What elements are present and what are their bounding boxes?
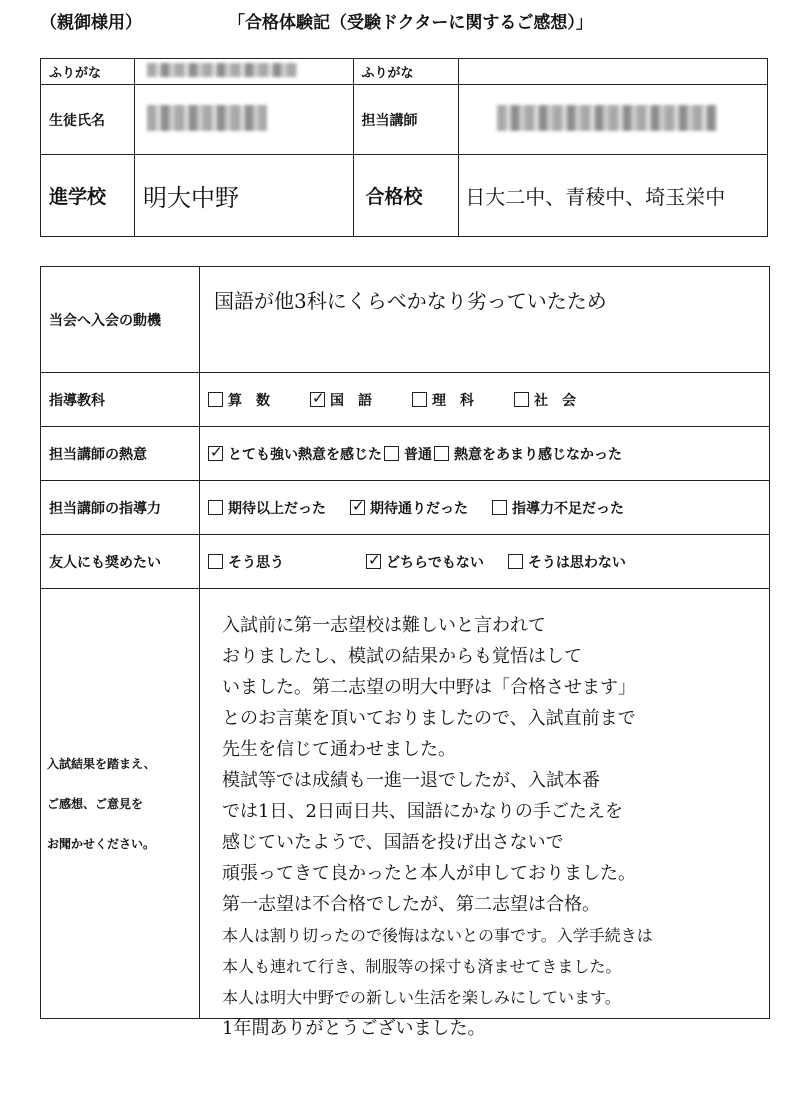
form-title: 「合格体験記（受験ドクターに関するご感想）」 <box>228 13 593 33</box>
subject-option[interactable]: ✓ 国 語 <box>310 390 372 410</box>
teacher-label: 担当講師 <box>353 85 459 155</box>
checkbox[interactable] <box>384 446 399 461</box>
motive-value: 国語が他3科にくらべかなり劣っていたため <box>200 267 770 373</box>
recommend-options <box>200 535 770 589</box>
comment-line: 第一志望は不合格でしたが、第二志望は合格。 <box>222 894 600 915</box>
comment-line: 頑張ってきて良かったと本人が申しておりました。 <box>222 863 636 884</box>
school-value: 明大中野 <box>135 155 354 237</box>
teacher-furigana-label: ふりがな <box>353 59 459 85</box>
checkbox-checked[interactable] <box>310 392 325 407</box>
checkbox[interactable] <box>208 392 223 407</box>
comment-line: おりましたし、模試の結果からも覚悟はして <box>222 646 582 667</box>
guidance-option[interactable]: 期待以上だった <box>208 498 326 518</box>
teacher-furigana-cell <box>459 59 768 85</box>
guidance-option[interactable]: ✓ 期待通りだった <box>350 498 468 518</box>
student-name-cell <box>135 85 354 155</box>
comment-line: 入試前に第一志望校は難しいと言われて <box>222 615 546 636</box>
comment-line: いました。第二志望の明大中野は「合格させます」 <box>222 677 636 698</box>
guidance-option[interactable]: 指導力不足だった <box>492 498 624 518</box>
recommend-option[interactable]: ✓ どちらでもない <box>366 552 484 572</box>
subject-option[interactable]: 社 会 <box>514 390 576 410</box>
enthusiasm-option[interactable]: ✓ とても強い熱意を感じた <box>208 444 382 464</box>
checkbox-checked[interactable] <box>208 446 223 461</box>
checkbox[interactable] <box>492 500 507 515</box>
comment-text <box>222 610 782 1044</box>
recommend-option[interactable]: そうは思わない <box>508 552 626 572</box>
subject-option[interactable]: 算 数 <box>208 390 270 410</box>
checkbox-checked[interactable] <box>350 500 365 515</box>
checkbox[interactable] <box>208 500 223 515</box>
comment-line: 模試等では成績も一進一退でしたが、入試本番 <box>222 770 600 791</box>
student-furigana-cell <box>135 59 354 85</box>
checkbox[interactable] <box>208 554 223 569</box>
enthusiasm-option[interactable]: 普通 <box>384 444 432 464</box>
guidance-label: 担当講師の指導力 <box>41 481 200 535</box>
checkbox-checked[interactable] <box>366 554 381 569</box>
comment-line: 感じていたようで、国語を投げ出さないで <box>222 832 564 853</box>
redacted-teacher-name <box>497 105 717 131</box>
student-name-label: 生徒氏名 <box>41 85 135 155</box>
enthusiasm-option[interactable]: 熱意をあまり感じなかった <box>434 444 622 464</box>
teacher-name-cell <box>459 85 768 155</box>
comment-line: 本人は割り切ったので後悔はないとの事です。入学手続きは <box>222 926 653 945</box>
comment-line: 先生を信じて通わせました。 <box>222 739 456 760</box>
enthusiasm-label: 担当講師の熱意 <box>41 427 200 481</box>
subjects-options <box>200 373 770 427</box>
comment-line: 本人も連れて行き、制服等の採寸も済ませてきました。 <box>222 957 622 976</box>
checkbox[interactable] <box>508 554 523 569</box>
subjects-label: 指導教科 <box>41 373 200 427</box>
passed-value: 日大二中、青稜中、埼玉栄中 <box>459 155 768 237</box>
redacted-student-name <box>147 105 267 131</box>
comment-label: 入試結果を踏まえ、 ご感想、ご意見を お聞かせください。 <box>41 589 200 1019</box>
checkbox[interactable] <box>514 392 529 407</box>
motive-label: 当会へ入会の動機 <box>41 267 200 373</box>
comment-line: では1日、2日両日共、国語にかなりの手ごたえを <box>222 801 623 822</box>
school-label: 進学校 <box>41 155 135 237</box>
checkbox[interactable] <box>434 446 449 461</box>
comment-line: 1年間ありがとうございました。 <box>222 1018 486 1039</box>
redacted-furigana <box>147 63 297 77</box>
comment-line: とのお言葉を頂いておりましたので、入試直前まで <box>222 708 636 729</box>
recommend-option[interactable]: そう思う <box>208 552 284 572</box>
form-type-heading: （親御様用） <box>40 13 142 33</box>
guidance-options <box>200 481 770 535</box>
student-info-table <box>40 58 768 237</box>
passed-label: 合格校 <box>353 155 459 237</box>
recommend-label: 友人にも奨めたい <box>41 535 200 589</box>
enthusiasm-options <box>200 427 770 481</box>
subject-option[interactable]: 理 科 <box>412 390 474 410</box>
furigana-label: ふりがな <box>41 59 135 85</box>
checkbox[interactable] <box>412 392 427 407</box>
comment-line: 本人は明大中野での新しい生活を楽しみにしています。 <box>222 988 621 1007</box>
